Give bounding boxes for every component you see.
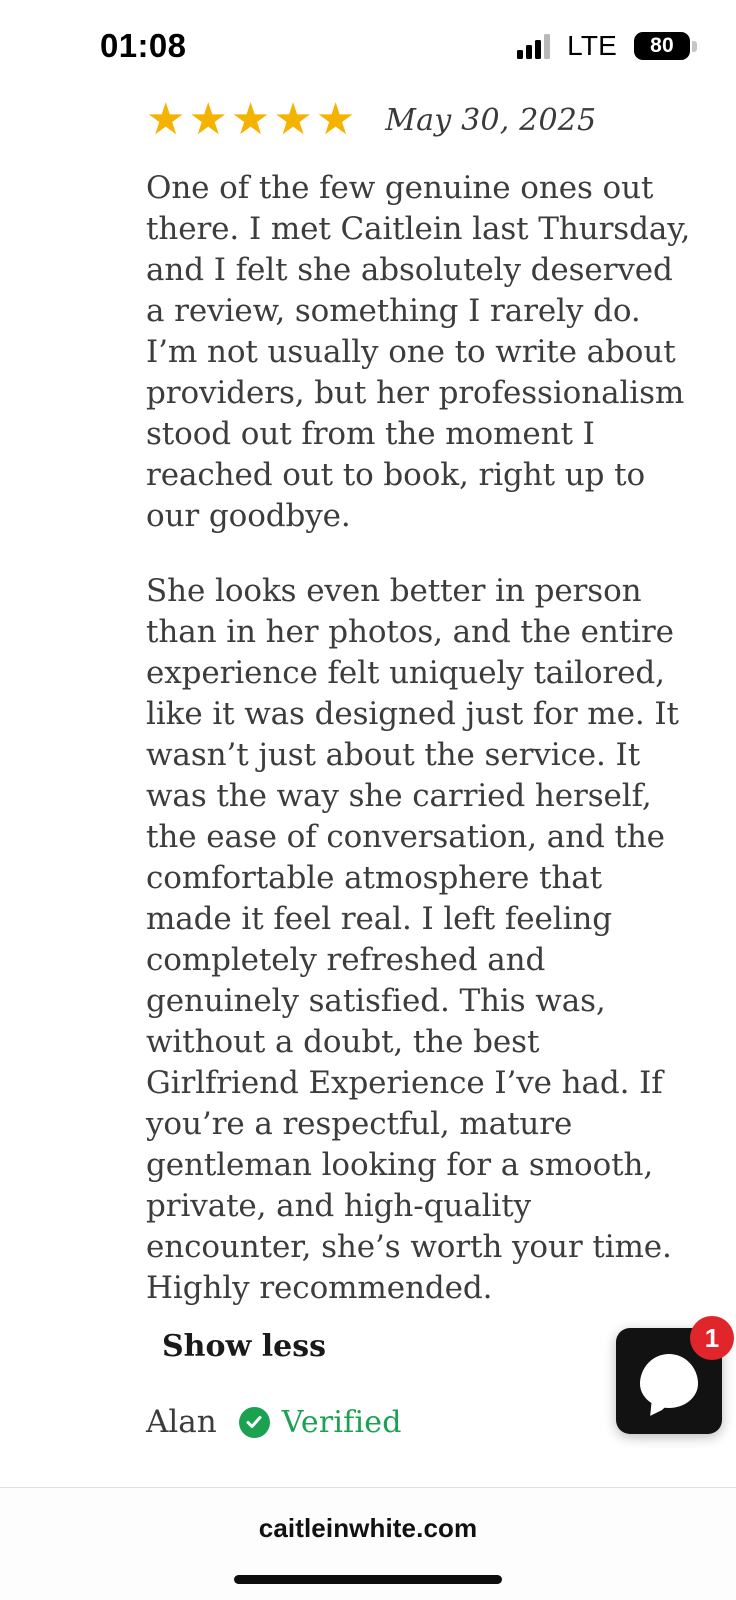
show-less-button[interactable]: Show less: [162, 1329, 327, 1364]
review-card: [0, 92, 736, 1440]
review-text: [146, 168, 696, 1309]
verified-label: Verified: [281, 1404, 402, 1440]
signal-bars-icon: [517, 33, 550, 59]
site-url-label[interactable]: caitleinwhite.com: [258, 1513, 478, 1543]
review-paragraph: One of the few genuine ones out there. I met Caitlein last Thursday, and I felt she absolutely deserved a review, something I rarely do. I’m not usually one to write about providers, but her professionalism stood out from the moment I reached out to book, right up to our goodbye.: [146, 170, 691, 534]
star-icon: ★: [273, 95, 313, 144]
star-rating: [146, 95, 356, 144]
battery-level-text: 80: [650, 34, 674, 57]
review-date: May 30, 2025: [385, 102, 597, 138]
browser-bottom-bar: [0, 1487, 736, 1600]
home-indicator[interactable]: [234, 1575, 502, 1584]
review-footer: [146, 1404, 696, 1440]
status-bar-time: 01:08: [100, 27, 187, 64]
star-icon: ★: [315, 95, 356, 144]
status-badge: [239, 1405, 402, 1440]
status-bar: [0, 0, 736, 92]
star-icon: ★: [146, 95, 186, 144]
star-icon: ★: [230, 95, 271, 144]
carrier-label: LTE: [567, 30, 617, 61]
chat-bubble-icon: [640, 1354, 698, 1408]
status-bar-indicators: [517, 30, 690, 62]
chat-widget-button[interactable]: [616, 1322, 722, 1434]
check-circle-icon: [239, 1407, 270, 1438]
reviewer-name: Alan: [146, 1404, 217, 1440]
chat-unread-badge: 1: [690, 1316, 734, 1360]
battery-cap: [692, 41, 697, 52]
review-header: [146, 95, 696, 144]
star-icon: ★: [188, 95, 228, 144]
battery-icon: [634, 32, 690, 60]
review-paragraph: She looks even better in person than in her photos, and the entire experience felt uniquely tailored, like it was designed just for me. It wasn’t just about the service. It was the way she carried herself, the ease of conversation, and the comfortable atmosphere that made it feel real. I left feeling completely refreshed and genuinely satisfied. This was, without a doubt, the best Girlfriend Experience I’ve had. If you’re a respectful, mature gentleman looking for a smooth, private, and high-quality encounter, she’s worth your time. Highly recommended.: [146, 573, 679, 1306]
